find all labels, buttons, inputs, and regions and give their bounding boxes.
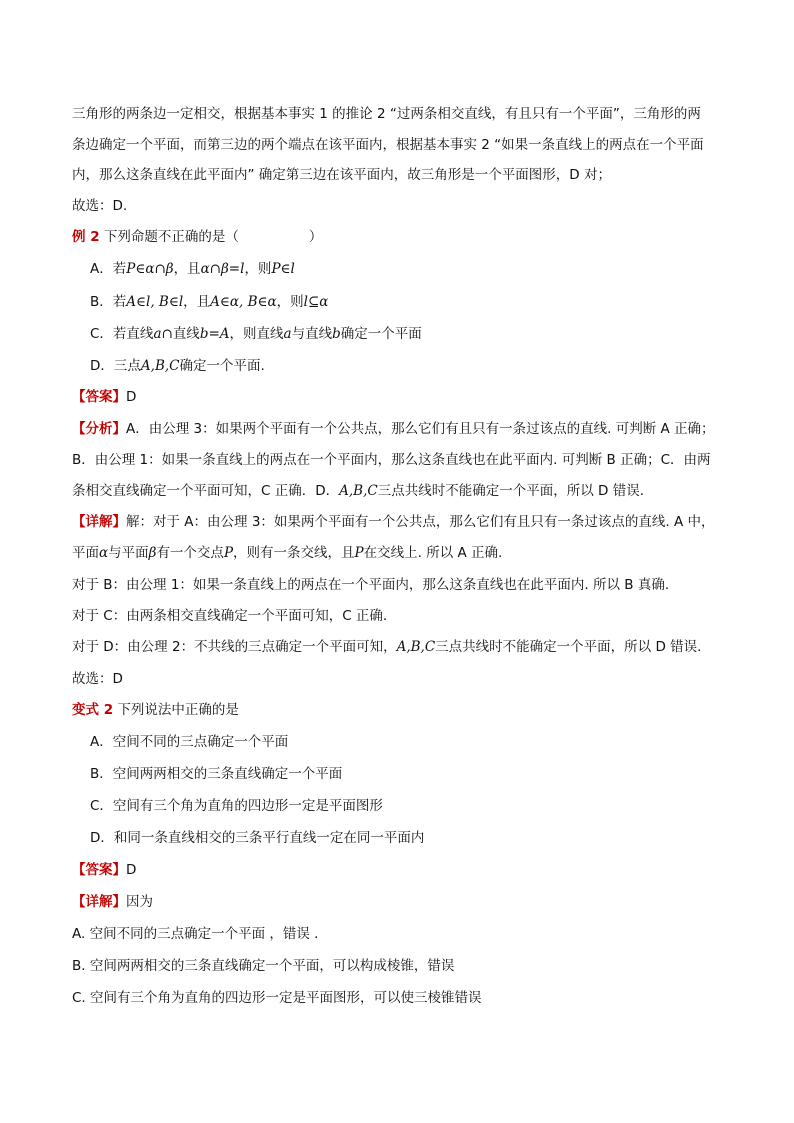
option-c-text: 与直线	[291, 326, 333, 342]
math-expression: P	[354, 545, 364, 561]
detail-text: 有一个交点	[156, 545, 224, 561]
option-d-prefix: D．三点	[90, 358, 141, 374]
variant-option-c: C．空间有三个角为直角的四边形一定是平面图形	[90, 798, 383, 814]
option-b-prefix: B．若	[90, 294, 127, 310]
math-expression: P∈α∩β	[126, 261, 174, 277]
option-a-text: ，且	[173, 261, 201, 277]
analysis-text: 三点共线时不能确定一个平面，所以 D 错误.	[377, 483, 644, 499]
math-expression: A,B,C	[396, 639, 436, 655]
detail-line-2	[72, 543, 502, 563]
detail-tag: 【详解】	[72, 514, 126, 530]
variant-label: 变式 2	[72, 702, 114, 718]
math-expression: A∈l, B∈l	[126, 294, 184, 310]
option-a-text: ，则	[244, 261, 272, 277]
analysis-text: 条相交直线确定一个平面可知，C 正确．D．	[72, 483, 340, 499]
variant-explain-b: B. 空间两两相交的三条直线确定一个平面，可以构成棱锥，错误	[72, 958, 455, 974]
detail-line-5	[72, 637, 701, 657]
math-expression: l⊆α	[303, 294, 329, 310]
analysis-text: A．由公理 3：如果两个平面有一个公共点，那么它们有且只有一条过该点的直线. 可判断 A 正确；	[126, 421, 715, 437]
option-b	[90, 292, 328, 312]
answer-value: D	[126, 389, 137, 405]
option-a	[90, 259, 295, 279]
variant-2-question	[72, 700, 239, 720]
detail-text: 对于 D：由公理 2：不共线的三点确定一个平面可知，	[72, 639, 397, 655]
variant-option-b: B．空间两两相交的三条直线确定一个平面	[90, 766, 343, 782]
math-expression: a	[283, 326, 292, 342]
math-expression: β	[148, 545, 157, 561]
variant-2-detail	[72, 892, 153, 912]
math-expression: A,B,C	[339, 483, 378, 499]
detail-tag: 【详解】	[72, 894, 126, 910]
detail-text: 平面	[72, 545, 99, 561]
analysis-tag: 【分析】	[72, 421, 126, 437]
option-a-prefix: A．若	[90, 261, 127, 277]
intro-line-1: 三角形的两条边一定相交，根据基本事实 1 的推论 2 “过两条相交直线，有且只有一个平面”，三角形的两	[72, 106, 701, 122]
math-expression: a∩	[153, 326, 173, 342]
detail-text: ，则有一条交线，且	[233, 545, 355, 561]
detail-text: 与平面	[108, 545, 149, 561]
variant-question-text: 下列说法中正确的是	[117, 702, 239, 718]
detail-line-1	[72, 512, 715, 532]
analysis-line-1	[72, 419, 715, 439]
detail-line-4: 对于 C：由两条相交直线确定一个平面可知，C 正确.	[72, 608, 388, 624]
example-2-question	[72, 227, 322, 247]
variant-explain-c: C. 空间有三个角为直角的四边形一定是平面图形，可以使三棱锥错误	[72, 990, 482, 1006]
math-expression: α∩β=l	[200, 261, 245, 277]
option-c-text: ，则直线	[229, 326, 284, 342]
variant-option-d: D．和同一条直线相交的三条平行直线一定在同一平面内	[90, 830, 425, 846]
math-expression: α	[99, 545, 109, 561]
example-label: 例 2	[72, 229, 100, 245]
option-b-text: ，且	[183, 294, 211, 310]
variant-explain-a: A. 空间不同的三点确定一个平面 ，错误 .	[72, 926, 319, 942]
variant-2-answer	[72, 860, 136, 880]
math-expression: P∈l	[271, 261, 295, 277]
analysis-line-2: B．由公理 1：如果一条直线上的两点在一个平面内，那么这条直线也在此平面内. 可判断 B 正确；C．由两	[72, 452, 711, 468]
math-expression: b=A	[199, 326, 230, 342]
option-c-text: 直线	[172, 326, 200, 342]
detail-text: 解：对于 A：由公理 3：如果两个平面有一个公共点，那么它们有且只有一条过该点的直线. A 中，	[126, 514, 715, 530]
intro-choice: 故选：D.	[72, 198, 128, 214]
example-2-answer	[72, 387, 136, 407]
detail-text: 因为	[126, 894, 153, 910]
question-close: ）	[308, 229, 323, 245]
option-d	[90, 356, 265, 376]
intro-line-3: 内，那么这条直线在此平面内” 确定第三边在该平面内，故三角形是一个平面图形，D 对；	[72, 167, 611, 183]
math-expression: A,B,C	[140, 358, 180, 374]
answer-tag: 【答案】	[72, 862, 126, 878]
math-expression: A∈α, B∈α	[210, 294, 277, 310]
example-question-text: 下列命题不正确的是（	[103, 229, 239, 245]
answer-tag: 【答案】	[72, 389, 126, 405]
math-expression: P	[223, 545, 234, 561]
analysis-line-3	[72, 481, 644, 501]
detail-text: 三点共线时不能确定一个平面，所以 D 错误.	[435, 639, 702, 655]
option-c-prefix: C．若直线	[90, 326, 154, 342]
option-c	[90, 324, 422, 344]
answer-value: D	[126, 862, 137, 878]
option-c-text: 确定一个平面	[340, 326, 422, 342]
math-expression: b	[332, 326, 341, 342]
variant-option-a: A．空间不同的三点确定一个平面	[90, 734, 289, 750]
example-2-choice: 故选：D	[72, 671, 123, 687]
detail-text: 在交线上. 所以 A 正确.	[363, 545, 503, 561]
detail-line-3: 对于 B：由公理 1：如果一条直线上的两点在一个平面内，那么这条直线也在此平面内. 所以 B 真确.	[72, 577, 670, 593]
intro-line-2: 条边确定一个平面，而第三边的两个端点在该平面内，根据基本事实 2 “如果一条直线上的两点在一个平面	[72, 137, 704, 153]
option-b-text: ，则	[276, 294, 304, 310]
option-d-text: 确定一个平面.	[179, 358, 265, 374]
